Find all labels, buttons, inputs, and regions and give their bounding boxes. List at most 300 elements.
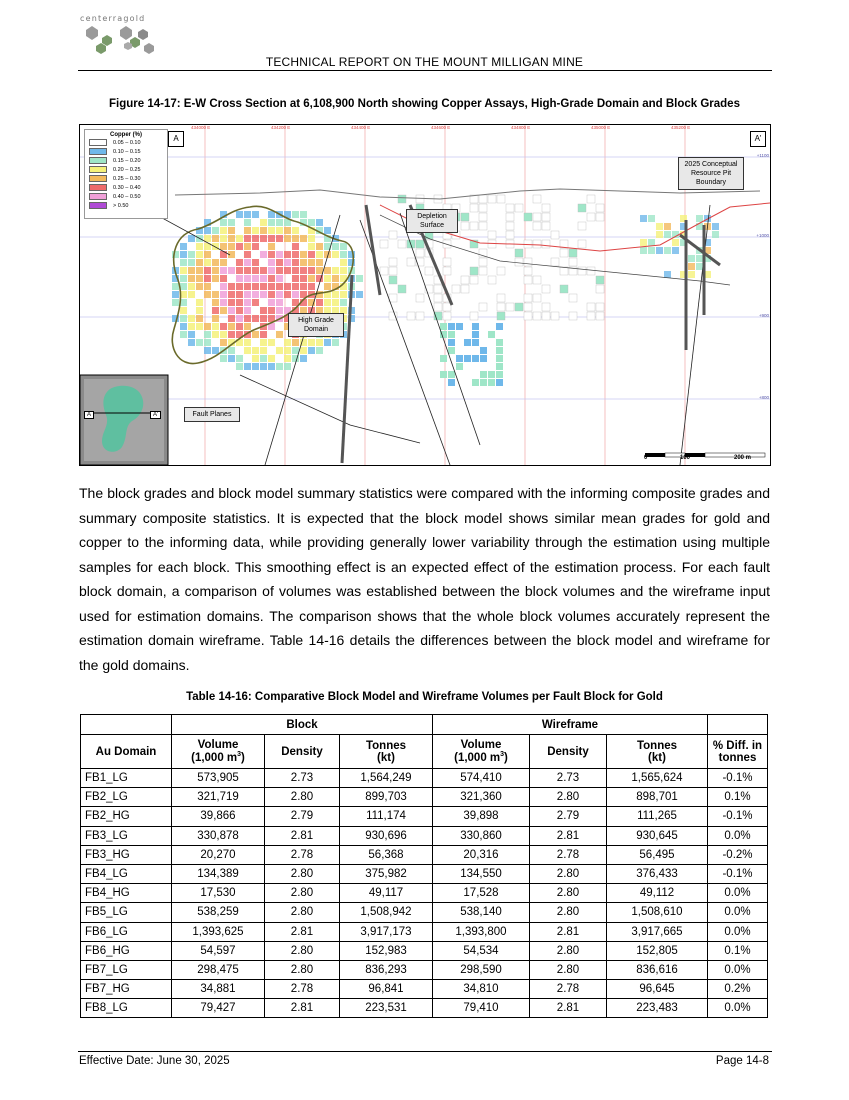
grade-block [452, 285, 460, 293]
table-cell: 54,597 [172, 941, 265, 960]
grade-block [515, 303, 523, 311]
grade-block [470, 312, 478, 320]
grade-block [236, 323, 243, 330]
table-cell: 2.80 [265, 903, 340, 922]
legend-swatch [89, 193, 107, 200]
legend-item [89, 174, 167, 183]
table-cell: 2.81 [530, 999, 607, 1018]
table-cell: 330,878 [172, 826, 265, 845]
grade-block [308, 339, 315, 346]
grade-block [284, 251, 291, 258]
grade-block [389, 258, 397, 266]
grade-block [252, 331, 259, 338]
grade-block [480, 355, 487, 362]
legend-label: 0.10 – 0.15 [113, 148, 141, 155]
table-cell: 39,898 [433, 807, 530, 826]
grade-block [188, 259, 195, 266]
grade-block [284, 227, 291, 234]
grade-block [268, 251, 275, 258]
grade-block [212, 347, 219, 354]
header-wireframe-group: Wireframe [433, 715, 708, 735]
location-inset [80, 375, 168, 465]
grade-block [236, 315, 243, 322]
grade-block [340, 267, 347, 274]
grade-block [292, 283, 299, 290]
diff-label: % Diff. in [712, 739, 763, 752]
table-cell: 0.2% [708, 980, 768, 999]
grade-block [542, 285, 550, 293]
grade-block [524, 267, 532, 275]
grade-block [551, 231, 559, 239]
grade-block [480, 379, 487, 386]
grade-block [220, 243, 227, 250]
grade-block [276, 251, 283, 258]
grade-block [640, 215, 647, 222]
table-cell: 1,393,625 [172, 922, 265, 941]
table-cell: 134,550 [433, 864, 530, 883]
grade-block [268, 291, 275, 298]
grade-block [228, 291, 235, 298]
grade-block [497, 294, 505, 302]
grade-block [268, 235, 275, 242]
report-title: TECHNICAL REPORT ON THE MOUNT MILLIGAN MINE [265, 55, 584, 69]
grade-block [488, 331, 495, 338]
grade-block [188, 275, 195, 282]
table-cell: 0.1% [708, 941, 768, 960]
grade-block [443, 258, 451, 266]
grade-block [416, 195, 424, 203]
grade-block [380, 240, 388, 248]
grade-block [244, 283, 251, 290]
page-number: Page 14-8 [715, 1055, 769, 1067]
table-row [81, 864, 768, 883]
grade-block [578, 240, 586, 248]
grade-block [276, 275, 283, 282]
legend-swatch [89, 157, 107, 164]
table-row [81, 941, 768, 960]
grade-block [515, 249, 523, 257]
pit-boundary-callout: 2025 Conceptual Resource Pit Boundary [678, 157, 744, 190]
section-label-left: A [168, 131, 184, 147]
grade-block [284, 291, 291, 298]
grade-block [488, 276, 496, 284]
grade-block [524, 258, 532, 266]
grade-block [443, 312, 451, 320]
grade-block [448, 323, 455, 330]
scale-zero: 0 [644, 455, 648, 461]
grade-block [398, 240, 406, 248]
grade-block [316, 267, 323, 274]
volume-label: Volume [460, 739, 502, 752]
grade-block [472, 323, 479, 330]
grade-block [180, 283, 187, 290]
grade-block [480, 347, 487, 354]
grade-block [180, 251, 187, 258]
elevation-label: +1000 [756, 233, 769, 238]
grade-block [533, 222, 541, 230]
table-cell: 330,860 [433, 826, 530, 845]
grade-block [244, 243, 251, 250]
grade-block [244, 259, 251, 266]
grade-block [664, 223, 671, 230]
legend-swatch [89, 166, 107, 173]
legend-label: > 0.50 [113, 202, 129, 209]
grade-block [569, 312, 577, 320]
grade-block [188, 235, 195, 242]
grade-block [696, 223, 703, 230]
grade-block [276, 299, 283, 306]
grade-block [268, 363, 275, 370]
grade-block [506, 213, 514, 221]
grade-block [228, 307, 235, 314]
grade-block [300, 251, 307, 258]
table-cell: 2.79 [530, 807, 607, 826]
table-cell: 3,917,665 [607, 922, 708, 941]
table-body [81, 769, 768, 1018]
easting-label: 434600 E [431, 125, 451, 130]
grade-block [244, 323, 251, 330]
table-cell: -0.1% [708, 864, 768, 883]
grade-block [220, 283, 227, 290]
grade-block [268, 283, 275, 290]
table-cell: 96,841 [340, 980, 433, 999]
grade-block [228, 347, 235, 354]
cell-domain: FB8_LG [81, 999, 172, 1018]
grade-block [204, 275, 211, 282]
grade-block [228, 323, 235, 330]
grade-block [180, 331, 187, 338]
grade-block [180, 315, 187, 322]
grade-block [440, 371, 447, 378]
grade-block [308, 251, 315, 258]
legend-list [85, 138, 167, 210]
grade-block [648, 247, 655, 254]
grade-block [180, 259, 187, 266]
header-block-group: Block [172, 715, 433, 735]
table-row [81, 788, 768, 807]
grade-block [479, 195, 487, 203]
grade-block [496, 347, 503, 354]
grade-block [389, 294, 397, 302]
grade-block [228, 243, 235, 250]
table-row [81, 903, 768, 922]
grade-block [332, 243, 339, 250]
grade-block [188, 323, 195, 330]
table-row [81, 922, 768, 941]
grade-block [416, 240, 424, 248]
grade-block [456, 355, 463, 362]
grade-block [228, 267, 235, 274]
grade-block [220, 251, 227, 258]
grade-block [204, 347, 211, 354]
grade-block [260, 235, 267, 242]
grade-block [640, 247, 647, 254]
legend-label: 0.25 – 0.30 [113, 175, 141, 182]
grade-block [188, 283, 195, 290]
grade-block [284, 259, 291, 266]
table-cell: 1,564,249 [340, 769, 433, 788]
cell-domain: FB2_LG [81, 788, 172, 807]
grade-block [276, 227, 283, 234]
grade-block [196, 339, 203, 346]
grade-block [380, 267, 388, 275]
table-cell: 898,701 [607, 788, 708, 807]
table-cell: 17,530 [172, 884, 265, 903]
grade-block [496, 379, 503, 386]
grade-block [596, 204, 604, 212]
legend-label: 0.40 – 0.50 [113, 193, 141, 200]
table-cell: 2.81 [265, 826, 340, 845]
grade-block [497, 267, 505, 275]
volume-unit: (1,000 m [454, 751, 501, 764]
grade-block [324, 339, 331, 346]
grade-block [188, 331, 195, 338]
grade-block [497, 312, 505, 320]
table-row [81, 826, 768, 845]
table-cell: 2.81 [265, 922, 340, 941]
grade-block [340, 291, 347, 298]
table-row [81, 807, 768, 826]
grade-block [416, 294, 424, 302]
cell-domain: FB1_LG [81, 769, 172, 788]
grade-block [212, 227, 219, 234]
grade-block [578, 267, 586, 275]
depletion-callout: Depletion Surface [406, 209, 458, 233]
table-row [81, 884, 768, 903]
grade-block [228, 219, 235, 226]
grade-block [461, 222, 469, 230]
grade-block [284, 283, 291, 290]
inset-label-right: A' [150, 411, 161, 419]
grade-block [284, 267, 291, 274]
table-cell: 574,410 [433, 769, 530, 788]
legend-swatch [89, 184, 107, 191]
fault-planes-callout: Fault Planes [184, 407, 240, 422]
grade-block [551, 312, 559, 320]
grade-block [496, 339, 503, 346]
grade-block [316, 339, 323, 346]
grade-block [260, 347, 267, 354]
grade-block [196, 243, 203, 250]
grade-block [212, 235, 219, 242]
grade-block [212, 307, 219, 314]
grade-block [284, 363, 291, 370]
cell-domain: FB6_HG [81, 941, 172, 960]
legend-item [89, 156, 167, 165]
grade-block [196, 259, 203, 266]
grade-block [464, 339, 471, 346]
grade-block [696, 263, 703, 270]
grade-block [236, 307, 243, 314]
grade-block [228, 315, 235, 322]
grade-block [212, 299, 219, 306]
grade-block [324, 267, 331, 274]
grade-block [260, 307, 267, 314]
grade-block [276, 307, 283, 314]
table-cell: 0.0% [708, 826, 768, 845]
grade-block [260, 227, 267, 234]
grade-block [533, 312, 541, 320]
header-block-density: Density [265, 735, 340, 769]
grade-block [425, 267, 433, 275]
grade-block [300, 211, 307, 218]
table-cell: 1,393,800 [433, 922, 530, 941]
grade-block [196, 267, 203, 274]
grade-block [196, 283, 203, 290]
grade-block [188, 267, 195, 274]
grade-block [220, 299, 227, 306]
grade-block [569, 258, 577, 266]
grade-block [236, 355, 243, 362]
table-cell: 0.0% [708, 960, 768, 979]
grade-block [252, 283, 259, 290]
grade-block [696, 215, 703, 222]
table-cell: 2.81 [530, 826, 607, 845]
grade-block [260, 339, 267, 346]
grade-block [260, 355, 267, 362]
table-cell: 111,174 [340, 807, 433, 826]
elevation-label: +900 [758, 313, 769, 318]
table-cell: 375,982 [340, 864, 433, 883]
grade-block [340, 299, 347, 306]
grade-block [496, 355, 503, 362]
tonnes-label: Tonnes [365, 739, 407, 752]
table-cell: 1,508,610 [607, 903, 708, 922]
grade-block [587, 267, 595, 275]
grade-block [434, 303, 442, 311]
header-au-domain: Au Domain [81, 735, 172, 769]
grade-block [648, 215, 655, 222]
grade-block [196, 299, 203, 306]
grade-block [316, 219, 323, 226]
table-cell: 111,265 [607, 807, 708, 826]
grade-block [551, 258, 559, 266]
grade-block [260, 283, 267, 290]
grade-block [480, 371, 487, 378]
grade-block [204, 291, 211, 298]
grade-block [188, 315, 195, 322]
grade-block [252, 259, 259, 266]
grade-block [276, 347, 283, 354]
grade-block [236, 211, 243, 218]
grade-block [220, 339, 227, 346]
tonnes-unit: (kt) [377, 751, 395, 764]
grade-block [688, 263, 695, 270]
elevation-label: +1100 [756, 153, 769, 158]
grade-block [276, 219, 283, 226]
cell-domain: FB4_LG [81, 864, 172, 883]
grade-block [488, 240, 496, 248]
header-divider [78, 70, 772, 71]
grade-block [524, 294, 532, 302]
table-cell: 2.78 [265, 845, 340, 864]
header-wire-tonnes [607, 735, 708, 769]
grade-block [292, 267, 299, 274]
grade-block [276, 291, 283, 298]
cross-section-figure [79, 124, 771, 466]
grade-block [712, 223, 719, 230]
grade-block [252, 299, 259, 306]
table-cell: 376,433 [607, 864, 708, 883]
table-cell: 2.80 [265, 941, 340, 960]
grade-block [587, 312, 595, 320]
grade-block [236, 291, 243, 298]
grade-block [276, 267, 283, 274]
grade-block [461, 285, 469, 293]
table-cell: 2.80 [530, 941, 607, 960]
grade-block [212, 267, 219, 274]
grade-block [506, 204, 514, 212]
grade-block [252, 211, 259, 218]
grade-block [276, 259, 283, 266]
grade-block [434, 294, 442, 302]
grade-block [533, 294, 541, 302]
grade-block [515, 204, 523, 212]
grade-block [292, 235, 299, 242]
grade-block [440, 355, 447, 362]
grade-block [324, 275, 331, 282]
cell-domain: FB5_LG [81, 903, 172, 922]
scale-mid: 100 [680, 455, 691, 461]
table-cell: 2.81 [265, 999, 340, 1018]
legend-swatch [89, 175, 107, 182]
table-cell: 1,508,942 [340, 903, 433, 922]
grade-block [506, 303, 514, 311]
grade-block [244, 267, 251, 274]
grade-block [578, 204, 586, 212]
grade-block [524, 303, 532, 311]
table-cell: 1,565,624 [607, 769, 708, 788]
grade-block [244, 299, 251, 306]
grade-block [236, 275, 243, 282]
grade-block [220, 355, 227, 362]
grade-block [268, 339, 275, 346]
easting-label: 435200 E [671, 125, 691, 130]
grade-block [389, 267, 397, 275]
grade-block [220, 259, 227, 266]
grade-block [356, 275, 363, 282]
table-cell: 538,140 [433, 903, 530, 922]
grade-block [443, 303, 451, 311]
grade-block [533, 276, 541, 284]
grade-block [596, 303, 604, 311]
volume-comparison-table [80, 714, 768, 1018]
diff-label-2: tonnes [718, 751, 757, 764]
grade-block [172, 283, 179, 290]
table-cell: 2.80 [530, 903, 607, 922]
grade-block [515, 258, 523, 266]
grade-block [236, 283, 243, 290]
grade-block [292, 291, 299, 298]
grade-block [464, 355, 471, 362]
grade-block [496, 323, 503, 330]
grade-block [236, 299, 243, 306]
grade-block [268, 307, 275, 314]
table-cell: -0.1% [708, 807, 768, 826]
grade-block [188, 291, 195, 298]
grade-block [672, 239, 679, 246]
grade-block [292, 227, 299, 234]
easting-label: 434000 E [191, 125, 211, 130]
grade-block [268, 275, 275, 282]
grade-block [448, 347, 455, 354]
body-paragraph: The block grades and block model summary statistics were compared with the informing composite grades and summary composite statistics. It is expected that the block model shows similar mean grades for gold and copper to the informing data, while providing generally lower variability through the estimation using multiple samples for each block. This smoothing effect is an expected effect of the estimation process. For each fault block domain, a comparison of volumes was established between the block volumes and the wireframe input used for estimation domains. The comparison shows that the whole block volumes accurately represent the estimation domain wireframe. Table 14-16 details the differences between the block model and wireframe for the gold domains. [79, 485, 770, 673]
grade-block [479, 258, 487, 266]
section-label-right: A' [750, 131, 766, 147]
grade-block [596, 312, 604, 320]
table-cell: 223,483 [607, 999, 708, 1018]
grade-block [204, 267, 211, 274]
